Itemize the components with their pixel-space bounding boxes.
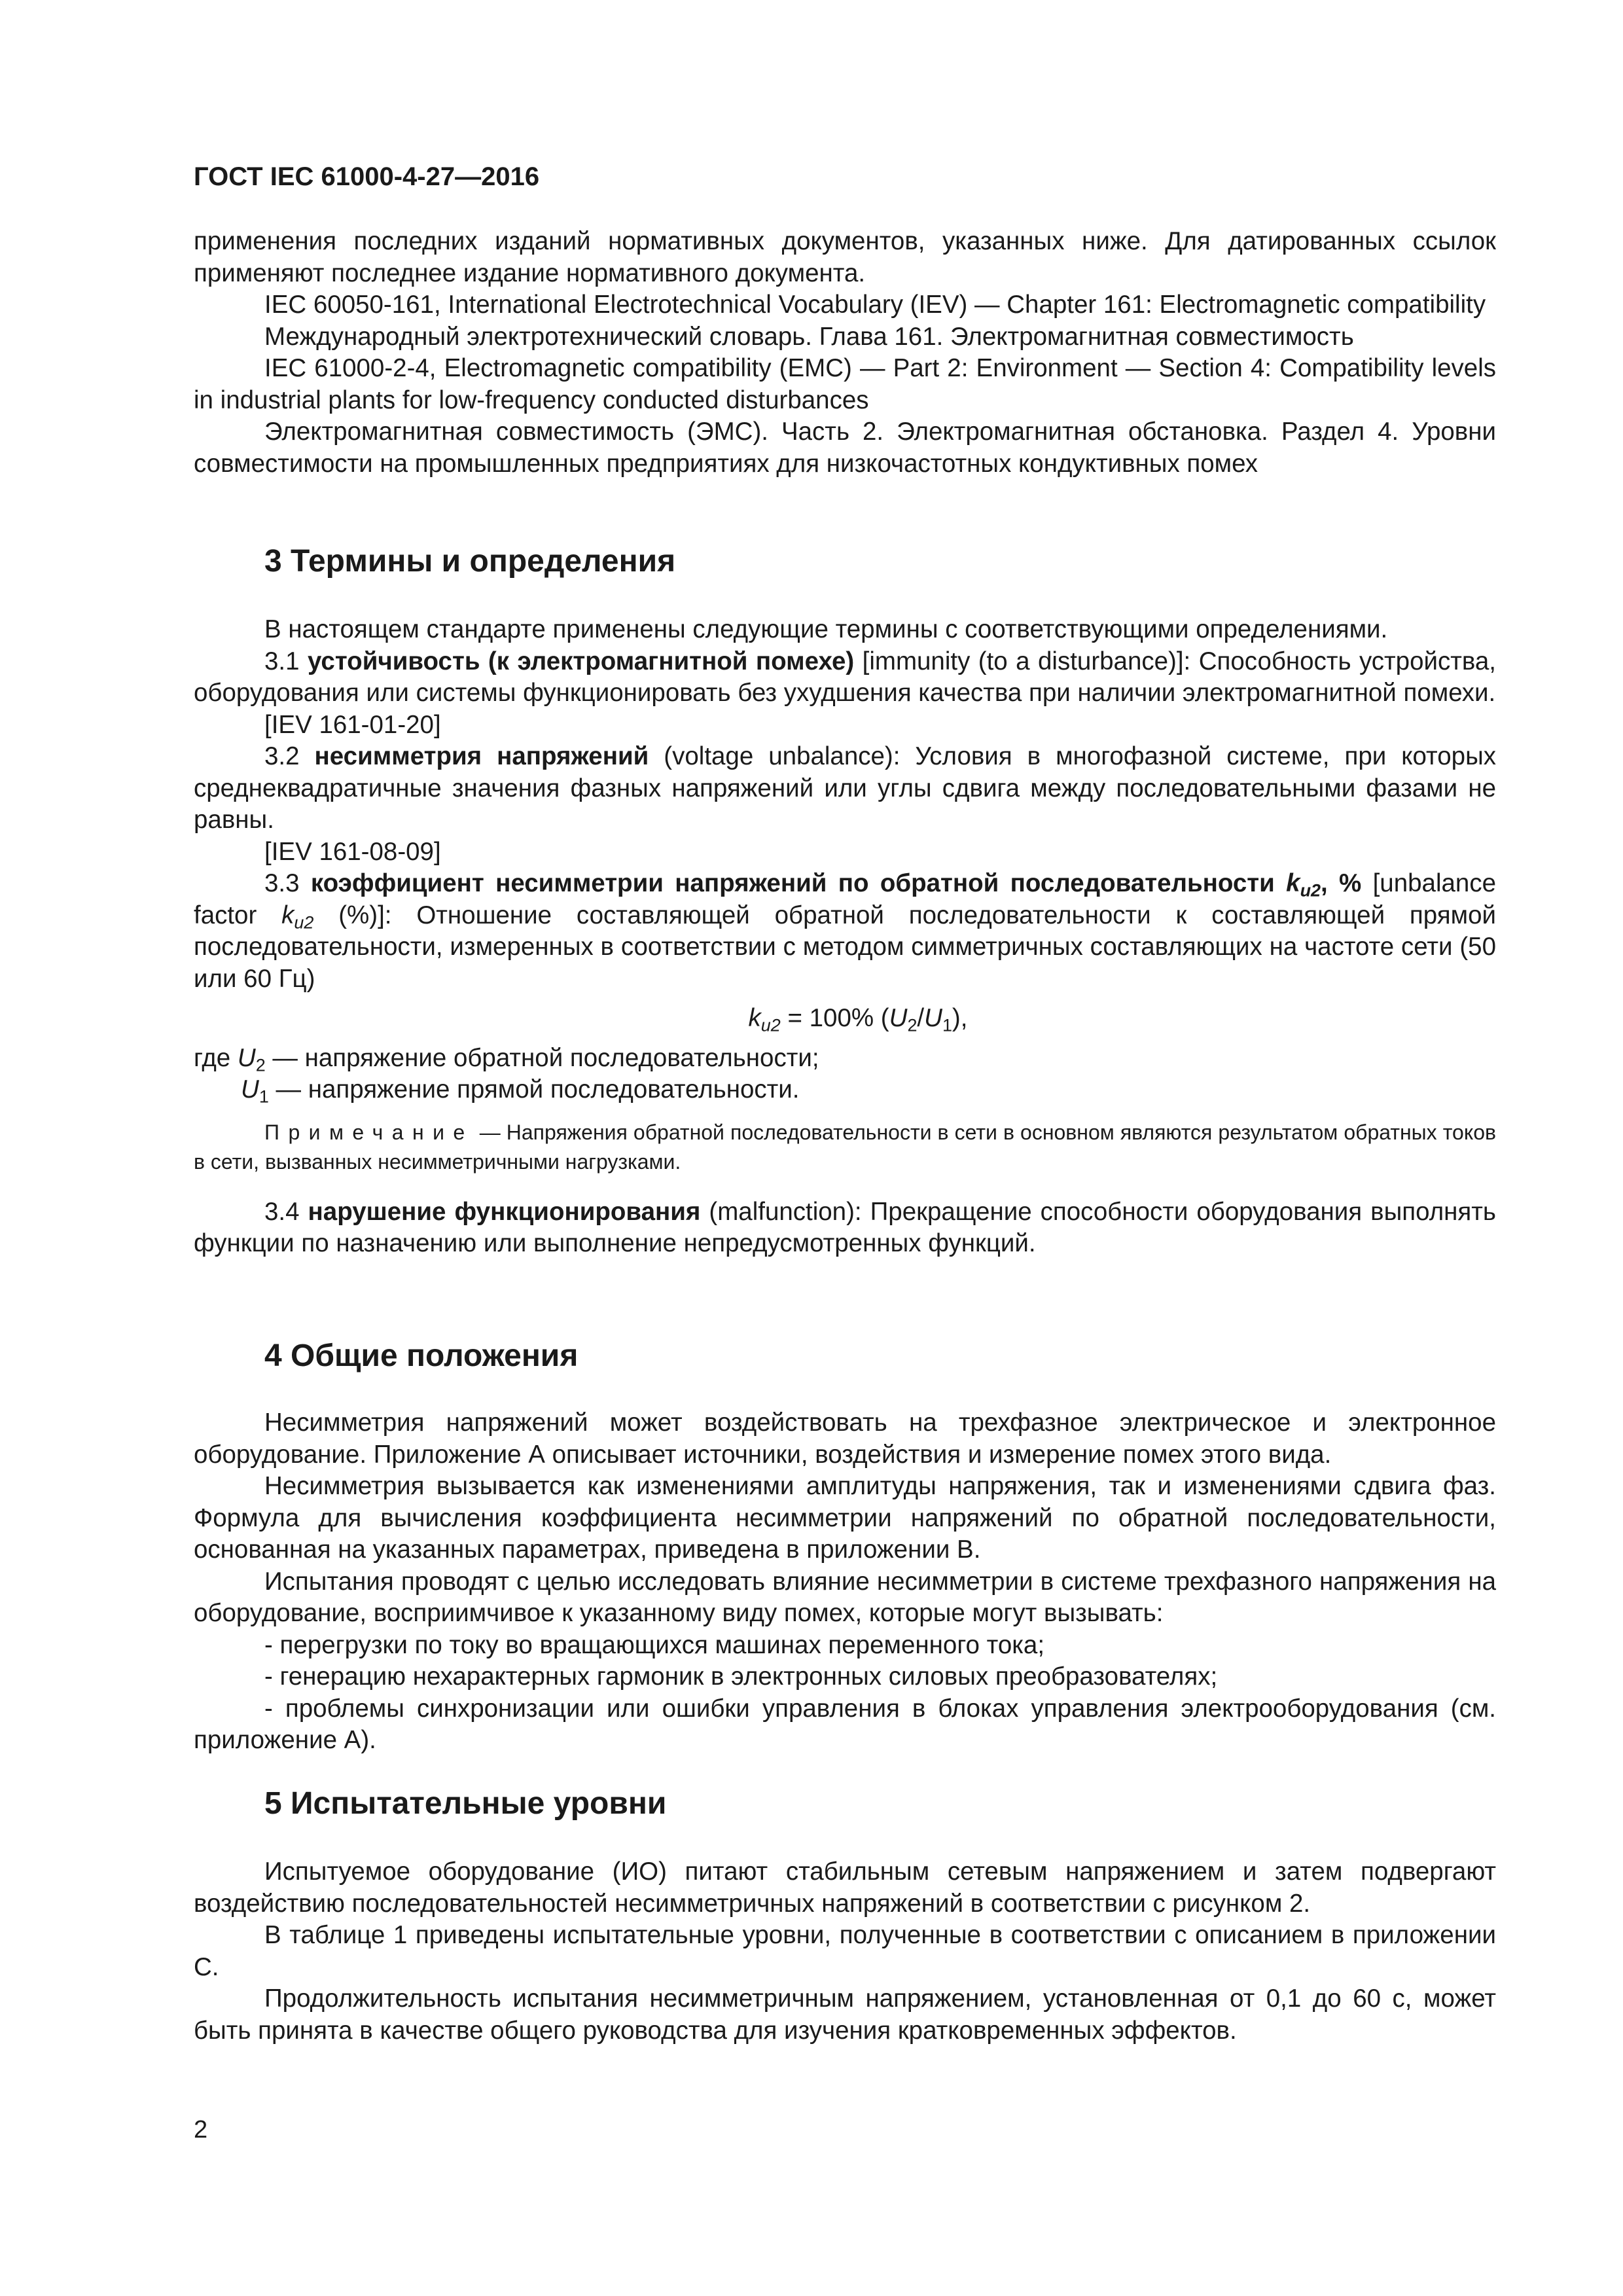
terms-intro: В настоящем стандарте применены следующие термины с соответствующими определениями. (264, 615, 1388, 643)
unbalance-formula: $k_{u2} = 100\%$ $(U_2/U_1)$, (748, 1004, 968, 1035)
term-3-4: 3.4 нарушение функционирования (malfunction): Прекращение способности оборудования выполнять функции по назначению или выполнение непредусмотренных функций. (194, 1197, 1496, 1257)
document-header: ГОСТ IEC 61000-4-27—2016 (194, 162, 540, 191)
term-malfunction: нарушение функционирования (308, 1197, 701, 1226)
list-item: - генерацию нехарактерных гармоник в электронных силовых преобразователях; (264, 1662, 1218, 1691)
term-3-2-ref: [IEV 161-08-09] (264, 837, 441, 866)
section-5-para-3: Продолжительность испытания несимметричным напряжением, установленная от 0,1 до 60 с, может быть принята в качестве общего руководства для изучения кратковременных эффектов. (194, 1984, 1496, 2045)
section-5-para-1: Испытуемое оборудование (ИО) питают стабильным сетевым напряжением и затем подвергают воздействию последовательностей несимметричных напряжений в соответствии с рисунком 2. (194, 1857, 1496, 1918)
term-immunity: устойчивость (к электромагнитной помехе) (307, 647, 855, 675)
term-unbalance-factor: коэффициент несимметрии напряжений по обратной последовательности $k_{u2}$, % (310, 869, 1362, 901)
page-number: 2 (194, 2116, 208, 2144)
term-3-1-ref: [IEV 161-01-20] (264, 710, 441, 739)
section-4-body (194, 1407, 1496, 1757)
reference-iec-61000-2-4-ru: Электромагнитная совместимость (ЭМС). Часть 2. Электромагнитная обстановка. Раздел 4. Уровни совместимости на промышленных предприятиях для низкочастотных кондуктивных помех (194, 418, 1496, 478)
note-label: Примечание (264, 1120, 474, 1144)
where-u1: $U_1$ — напряжение прямой последовательности. (241, 1075, 800, 1107)
normative-references (194, 226, 1496, 480)
term-voltage-unbalance: несимметрия напряжений (314, 742, 649, 770)
reference-iec-60050-ru: Международный электротехнический словарь. Глава 161. Электромагнитная совместимость (264, 322, 1354, 351)
section-3-body (194, 614, 1496, 1260)
section-4-heading: 4 Общие положения (264, 1338, 579, 1373)
section-4-para-1: Несимметрия напряжений может воздействовать на трехфазное электрическое и электронное оборудование. Приложение А описывает источники, воздействия и измерение помех этого вида. (194, 1408, 1496, 1469)
section-5-body (194, 1856, 1496, 2047)
section-4-para-3: Испытания проводят с целью исследовать влияние несимметрии в системе трехфазного напряжения на оборудование, восприимчивое к указанному виду помех, которые могут вызывать: (194, 1567, 1496, 1627)
reference-iec-60050: IEC 60050-161, International Electrotechnical Vocabulary (IEV) — Chapter 161: Electromagnetic compatibility (264, 291, 1486, 319)
note-3-3: Примечание — Напряжения обратной последовательности в сети в основном являются результатом обратных токов в сети, вызванных несимметричными нагрузками. (194, 1120, 1496, 1174)
section-4-para-2: Несимметрия вызывается как изменениями амплитуды напряжения, так и изменениями сдвига фаз. Формула для вычисления коэффициента несимметрии напряжений по обратной последовательности, основанная на указанных параметрах, приведена в приложении В. (194, 1472, 1496, 1564)
section-5-para-2: В таблице 1 приведены испытательные уровни, полученные в соответствии с описанием в приложении С. (194, 1921, 1496, 1981)
list-item: - проблемы синхронизации или ошибки управления в блоках управления электрооборудования (см. приложение А). (194, 1694, 1496, 1754)
section-3-heading: 3 Термины и определения (264, 544, 676, 579)
references-intro: применения последних изданий нормативных документов, указанных ниже. Для датированных ссылок применяют последнее издание нормативного документа. (194, 227, 1496, 287)
list-item: - перегрузки по току во вращающихся машинах переменного тока; (264, 1630, 1045, 1659)
section-5-heading: 5 Испытательные уровни (264, 1786, 667, 1821)
term-3-2: 3.2 несимметрия напряжений (voltage unbalance): Условия в многофазной системе, при которых среднеквадратичные значения фазных напряжений или углы сдвига между последовательными фазами не равны. (194, 742, 1497, 834)
term-3-3: 3.3 коэффициент несимметрии напряжений по обратной последовательности $k_{u2}$, % [unbalance factor $k_{u2}$ (%)]: Отношение составляющей обратной последовательности к составляющей прямой последовательности, измеренных в соответствии с методом симметричных составляющих на частоте сети (50 или 60 Гц) (194, 869, 1496, 993)
where-u2: где $U_2$ — напряжение обратной последовательности; (194, 1043, 819, 1075)
reference-iec-61000-2-4: IEC 61000-2-4, Electromagnetic compatibility (EMC) — Part 2: Environment — Section 4: Compatibility levels in industrial plants for low-frequency conducted disturbances (194, 354, 1496, 414)
term-3-1: 3.1 устойчивость (к электромагнитной помехе) [immunity (to a disturbance)]: Способность устройства, оборудования или системы функционировать без ухудшения качества при наличии электромагнитной помехи. (194, 647, 1496, 707)
